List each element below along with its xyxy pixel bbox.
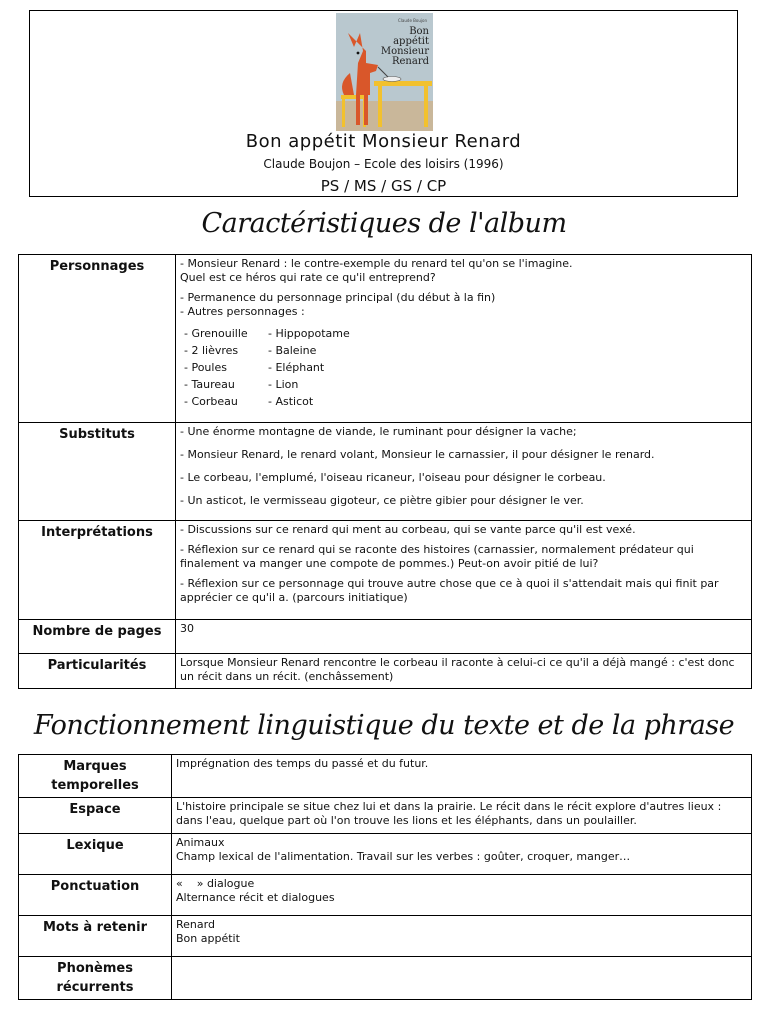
row-label-espace: Espace <box>19 798 172 834</box>
book-title: Bon appétit Monsieur Renard <box>245 131 522 152</box>
marques-value: Imprégnation des temps du passé et du futur. <box>172 755 752 798</box>
table-row <box>19 798 752 834</box>
interpretations-content: - Discussions sur ce renard qui ment au corbeau, qui se vante parce qu'il est vexé. - Réflexion sur ce renard qui se raconte des histoires (carnassier, normalement prédateur qui finalement va manger une compote de pommes.) Peut-on avoir pitié de lui? - Réflexion sur ce personnage qui trouve autre chose que ce à quoi il s'attendait mais qui finit par apprécier ce qu'il a. (parcours initiatique) <box>176 521 752 620</box>
table-row <box>19 255 752 423</box>
table-row <box>19 654 752 689</box>
caracteristiques-table <box>18 254 752 689</box>
book-author: Claude Boujon – Ecole des loisirs (1996) <box>263 157 504 171</box>
row-label-ponctuation: Ponctuation <box>19 875 172 916</box>
table-row <box>19 423 752 521</box>
table-row <box>19 521 752 620</box>
row-label-personnages: Personnages <box>19 255 176 423</box>
particularites-value: Lorsque Monsieur Renard rencontre le corbeau il raconte à celui-ci ce qu'il a déjà mangé : c'est donc un récit dans un récit. (enchâssement) <box>176 654 752 689</box>
mots-value: Renard Bon appétit <box>172 916 752 957</box>
table-row <box>19 875 752 916</box>
table-row <box>19 620 752 654</box>
lexique-value: Animaux Champ lexical de l'alimentation. Travail sur les verbes : goûter, croquer, manger… <box>172 834 752 875</box>
cover-title: Bon appétit Monsieur Renard <box>380 26 429 67</box>
row-label-phonemes-recurrents: Phonèmes récurrents <box>19 957 172 1000</box>
row-label-substituts: Substituts <box>19 423 176 521</box>
table-row <box>19 755 752 798</box>
pages-value: 30 <box>176 620 752 654</box>
ponctuation-value: « » dialogue Alternance récit et dialogues <box>172 875 752 916</box>
phonemes-value <box>172 957 752 1000</box>
fonctionnement-table <box>18 754 752 1000</box>
characters-list: - Grenouille - Hippopotame - 2 lièvres - Baleine - Poules - Eléphant - Taureau - Lion - Corbeau - Asticot <box>184 327 350 408</box>
personnages-content: - Monsieur Renard : le contre-exemple du renard tel qu'on se l'imagine. Quel est ce héros qui rate ce qu'il entreprend? - Permanence du personnage principal (du début à la fin) - Autres personnages : - Grenouille - Hippopotame - 2 lièvres - Baleine - Poules - Eléphant - Taureau - Lion - Corbeau - Asticot <box>176 255 752 423</box>
table-row <box>19 916 752 957</box>
cover-author: Claude Boujon <box>398 18 427 23</box>
row-label-mots-a-retenir: Mots à retenir <box>19 916 172 957</box>
table-row <box>19 834 752 875</box>
row-label-pages: Nombre de pages <box>19 620 176 654</box>
section-title-fonctionnement: Fonctionnement linguistique du texte et de la phrase <box>33 710 735 741</box>
section-title-caracteristiques: Caractéristiques de l'album <box>201 208 567 239</box>
book-cover <box>336 13 433 131</box>
row-label-interpretations: Interprétations <box>19 521 176 620</box>
substituts-content: - Une énorme montagne de viande, le ruminant pour désigner la vache; - Monsieur Renard, le renard volant, Monsieur le carnassier, il pour désigner le renard. - Le corbeau, l'emplumé, l'oiseau ricaneur, l'oiseau pour désigner le corbeau. - Un asticot, le vermisseau gigoteur, ce piètre gibier pour désigner le ver. <box>176 423 752 521</box>
book-header <box>29 10 738 197</box>
espace-value: L'histoire principale se situe chez lui et dans la prairie. Le récit dans le récit explore d'autres lieux : dans l'eau, quelque part où l'on trouve les lions et les éléphants, dans un poulailler. <box>172 798 752 834</box>
table-row <box>19 957 752 1000</box>
row-label-particularites: Particularités <box>19 654 176 689</box>
book-levels: PS / MS / GS / CP <box>320 177 447 195</box>
row-label-lexique: Lexique <box>19 834 172 875</box>
row-label-marques-temporelles: Marques temporelles <box>19 755 172 798</box>
